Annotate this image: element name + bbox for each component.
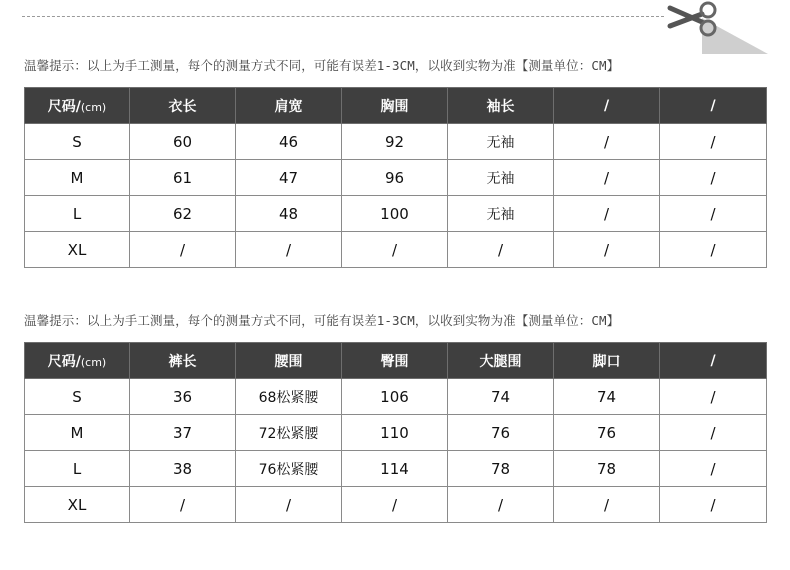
table-cell: / — [448, 232, 554, 268]
table-cell: / — [554, 196, 660, 232]
table-row — [25, 451, 767, 487]
dashed-cut-line — [22, 16, 664, 17]
size-cell: XL — [25, 487, 130, 523]
table-cell: 36 — [130, 379, 236, 415]
table-cell: 78 — [554, 451, 660, 487]
size-cell: L — [25, 196, 130, 232]
table-cell: / — [660, 451, 767, 487]
size-cell: M — [25, 415, 130, 451]
table-cell: / — [660, 232, 767, 268]
table-header-row — [25, 88, 767, 124]
table-cell: 46 — [236, 124, 342, 160]
table-cell: 110 — [342, 415, 448, 451]
table-cell: / — [660, 160, 767, 196]
table-row — [25, 415, 767, 451]
table-cell: 无袖 — [448, 160, 554, 196]
size-header: 尺码/(cm) — [25, 343, 130, 379]
column-header: 肩宽 — [236, 88, 342, 124]
table-cell: 72松紧腰 — [236, 415, 342, 451]
measurement-tip: 温馨提示：以上为手工测量，每个的测量方式不同，可能有误差1-3CM，以收到实物为准【测量单位：CM】 — [24, 58, 620, 73]
table-cell: / — [554, 487, 660, 523]
top-size-table — [24, 87, 767, 268]
table-row — [25, 232, 767, 268]
column-header: 脚口 — [554, 343, 660, 379]
bottom-size-table — [24, 342, 767, 523]
table-cell: / — [660, 379, 767, 415]
table-row — [25, 487, 767, 523]
column-header: 胸围 — [342, 88, 448, 124]
table-cell: 48 — [236, 196, 342, 232]
table-cell: / — [660, 124, 767, 160]
table-cell: 100 — [342, 196, 448, 232]
table-cell: / — [342, 232, 448, 268]
table-cell: / — [554, 232, 660, 268]
table-cell: 47 — [236, 160, 342, 196]
table-row — [25, 124, 767, 160]
column-header: / — [660, 88, 767, 124]
size-cell: M — [25, 160, 130, 196]
table-cell: 74 — [554, 379, 660, 415]
table-row — [25, 379, 767, 415]
table-cell: 76 — [554, 415, 660, 451]
table-cell: 38 — [130, 451, 236, 487]
size-header: 尺码/(cm) — [25, 88, 130, 124]
table-cell: / — [554, 124, 660, 160]
column-header: 腰围 — [236, 343, 342, 379]
column-header: 大腿围 — [448, 343, 554, 379]
table-cell: 92 — [342, 124, 448, 160]
table-cell: / — [130, 232, 236, 268]
table-cell: / — [660, 487, 767, 523]
table-cell: 无袖 — [448, 196, 554, 232]
table-cell: 106 — [342, 379, 448, 415]
column-header: / — [660, 343, 767, 379]
table-cell: / — [448, 487, 554, 523]
column-header: / — [554, 88, 660, 124]
table-cell: 96 — [342, 160, 448, 196]
table-cell: / — [554, 160, 660, 196]
table-row — [25, 196, 767, 232]
table-cell: 62 — [130, 196, 236, 232]
table-cell: / — [342, 487, 448, 523]
table-cell: / — [660, 196, 767, 232]
table-cell: 60 — [130, 124, 236, 160]
size-cell: L — [25, 451, 130, 487]
table-cell: / — [130, 487, 236, 523]
column-header: 袖长 — [448, 88, 554, 124]
table-cell: 76 — [448, 415, 554, 451]
table-cell: / — [236, 232, 342, 268]
table-cell: 61 — [130, 160, 236, 196]
table-cell: / — [660, 415, 767, 451]
column-header: 衣长 — [130, 88, 236, 124]
column-header: 臀围 — [342, 343, 448, 379]
measurement-tip: 温馨提示：以上为手工测量，每个的测量方式不同，可能有误差1-3CM，以收到实物为准【测量单位：CM】 — [24, 313, 620, 328]
table-cell: / — [236, 487, 342, 523]
scissors-icon — [662, 0, 772, 60]
table-cell: 74 — [448, 379, 554, 415]
column-header: 裤长 — [130, 343, 236, 379]
table-cell: 114 — [342, 451, 448, 487]
table-cell: 37 — [130, 415, 236, 451]
size-cell: S — [25, 379, 130, 415]
table-cell: 无袖 — [448, 124, 554, 160]
size-cell: XL — [25, 232, 130, 268]
table-cell: 78 — [448, 451, 554, 487]
table-cell: 68松紧腰 — [236, 379, 342, 415]
table-row — [25, 160, 767, 196]
size-cell: S — [25, 124, 130, 160]
table-header-row — [25, 343, 767, 379]
table-cell: 76松紧腰 — [236, 451, 342, 487]
